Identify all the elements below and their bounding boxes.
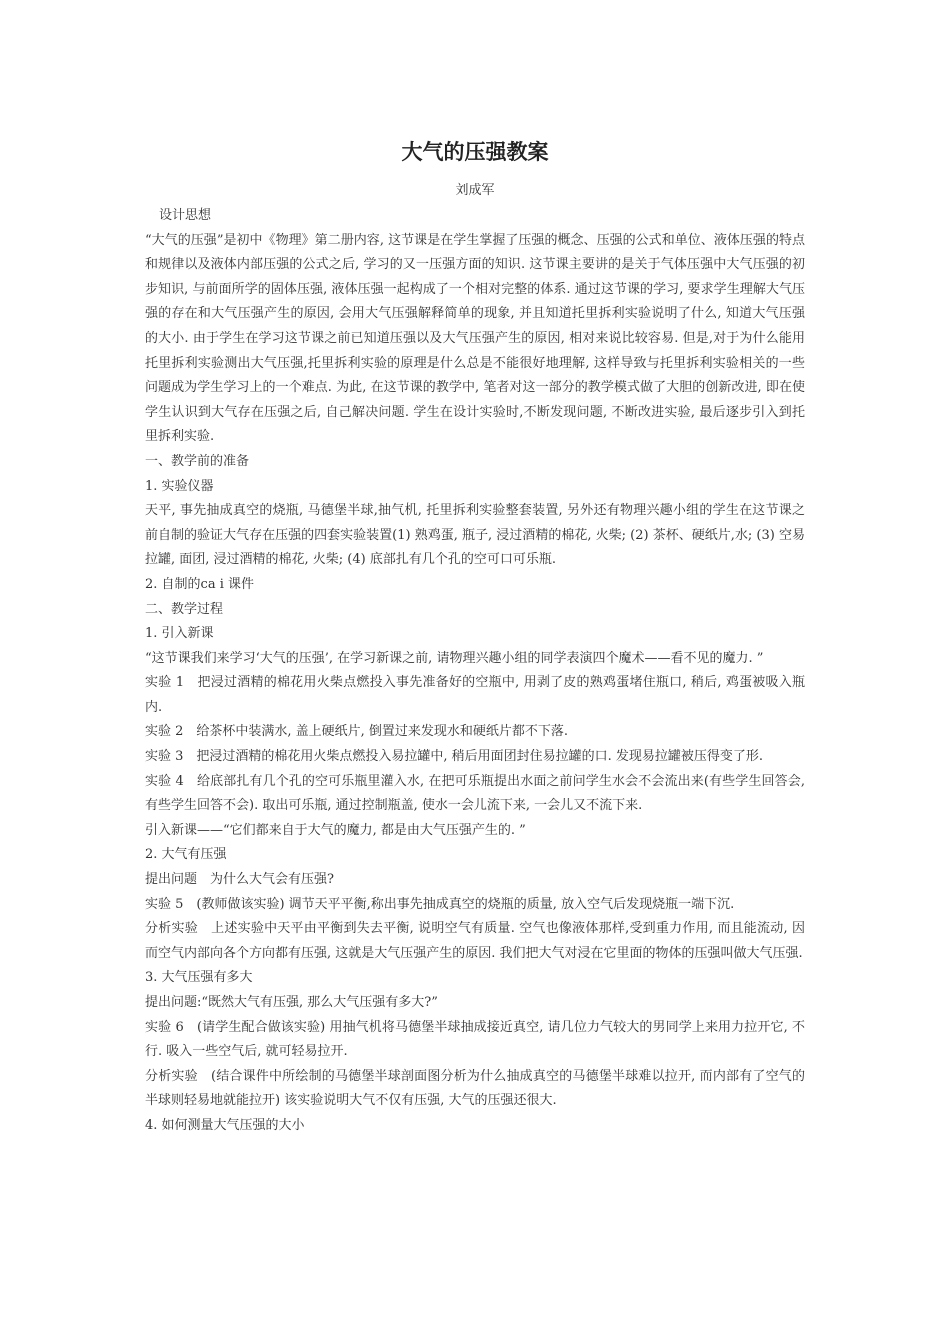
subheading-instruments: 1. 实验仪器: [145, 478, 214, 494]
subheading-atmosphere-pressure: 2. 大气有压强: [145, 847, 227, 863]
paragraph-intro-quote: “这节课我们来学习‘大气的压强’, 在学习新课之前, 请物理兴趣小组的同学表演四个魔术——看不见的魔力. ”: [145, 650, 764, 666]
author-name: 刘成军: [455, 183, 495, 198]
section-heading-design: 设计思想: [159, 208, 212, 223]
document-title: 大气的压强教案: [401, 140, 549, 164]
paragraph-experiment-4: 实验 4 给底部扎有几个孔的空可乐瓶里灌入水, 在把可乐瓶提出水面之前问学生水会不会流出来(有些学生回答会, 有些学生回答不会). 取出可乐瓶, 通过控制瓶盖, 使水一会儿流下来, 一会儿又不流下来.: [145, 773, 805, 814]
paragraph-design-thoughts: “大气的压强”是初中《物理》第二册内容, 这节课是在学生掌握了压强的概念、压强的公式和单位、液体压强的特点和规律以及液体内部压强的公式之后, 学习的又一压强方面的知识. 这节课主要讲的是关于气体压强中大气压强的初步知识, 与前面所学的固体压强, 液体压强一起构成了一个相对完整的体系. 通过这节课的学习, 要求学生理解大气压强的存在和大气压强产生的原因, 会用大气压强解释简单的现象, 并且知道托里拆利实验说明了什么, 知道大气压强的大小. 由于学生在学习这节课之前已知道压强以及大气压强产生的原因, 相对来说比较容易. 但是,对于为什么能用托里拆利实验测出大气压强,托里拆利实验的原理是什么总是不能很好地理解, 这样导致与托里拆利实验相关的一些问题成为学生学习上的一个难点. 为此, 在这节课的教学中, 笔者对这一部分的教学模式做了大胆的创新改进, 即在使学生认识到大气存在压强之后, 自己解决问题. 学生在设计实验时,不断发现问题, 不断改进实验, 最后逐步引入到托里拆利实验.: [145, 232, 805, 445]
paragraph-analysis-2: 分析实验 (结合课件中所绘制的马德堡半球剖面图分析为什么抽成真空的马德堡半球难以拉开, 而内部有了空气的半球则轻易地就能拉开) 该实验说明大气不仅有压强, 大气的压强还很大.: [145, 1068, 805, 1109]
paragraph-intro-new-lesson: 引入新课——“它们都来自于大气的魔力, 都是由大气压强产生的. ”: [145, 822, 526, 838]
subheading-measure-pressure: 4. 如何测量大气压强的大小: [145, 1117, 305, 1133]
subheading-pressure-size: 3. 大气压强有多大: [145, 970, 253, 986]
paragraph-instruments: 天平, 事先抽成真空的烧瓶, 马德堡半球,抽气机, 托里拆利实验整套装置, 另外还有物理兴趣小组的学生在这节课之前自制的验证大气存在压强的四套实验装置(1) 熟鸡蛋, 瓶子, 浸过酒精的棉花, 火柴; (2) 茶杯、硬纸片,水; (3) 空易拉罐, 面团, 浸过酒精的棉花, 火柴; (4) 底部扎有几个孔的空可口可乐瓶.: [145, 503, 805, 568]
paragraph-experiment-1: 实验 1 把浸过酒精的棉花用火柴点燃投入事先准备好的空瓶中, 用剥了皮的熟鸡蛋堵住瓶口, 稍后, 鸡蛋被吸入瓶内.: [145, 675, 805, 715]
paragraph-question-1: 提出问题 为什么大气会有压强?: [145, 872, 334, 888]
subheading-courseware: 2. 自制的ca i 课件: [145, 576, 254, 592]
paragraph-experiment-6: 实验 6 (请学生配合做该实验) 用抽气机将马德堡半球抽成接近真空, 请几位力气较大的男同学上来用力拉开它, 不行. 吸入一些空气后, 就可轻易拉开.: [145, 1019, 805, 1060]
document-page: [145, 130, 805, 1139]
paragraph-experiment-2: 实验 2 给茶杯中装满水, 盖上硬纸片, 倒置过来发现水和硬纸片都不下落.: [145, 724, 569, 740]
paragraph-analysis-1: 分析实验 上述实验中天平由平衡到失去平衡, 说明空气有质量. 空气也像液体那样,受到重力作用, 而且能流动, 因而空气内部向各个方向都有压强, 这就是大气压强产生的原因. 我们把大气对浸在它里面的物体的压强叫做大气压强.: [145, 921, 805, 961]
paragraph-experiment-5: 实验 5 (教师做该实验) 调节天平平衡,称出事先抽成真空的烧瓶的质量, 放入空气后发现烧瓶一端下沉.: [145, 896, 735, 912]
paragraph-experiment-3: 实验 3 把浸过酒精的棉花用火柴点燃投入易拉罐中, 稍后用面团封住易拉罐的口. 发现易拉罐被压得变了形.: [145, 749, 764, 765]
section-heading-preparation: 一、教学前的准备: [145, 453, 250, 469]
section-heading-process: 二、教学过程: [145, 601, 224, 617]
paragraph-question-2: 提出问题:“既然大气有压强, 那么大气压强有多大?”: [145, 995, 438, 1010]
subheading-intro: 1. 引入新课: [145, 626, 214, 642]
